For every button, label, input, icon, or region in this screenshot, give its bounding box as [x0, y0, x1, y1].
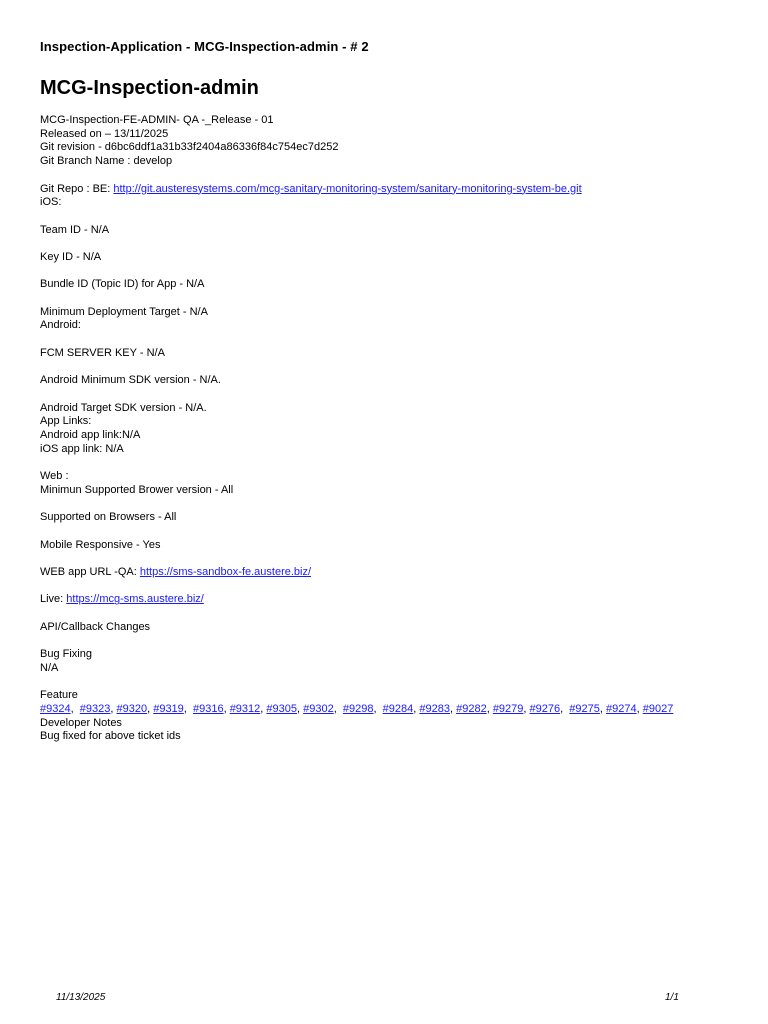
bug-fixing-heading: Bug Fixing	[40, 648, 92, 661]
min-browser-version: Minimun Supported Brower version - All	[40, 483, 234, 496]
ticket-link[interactable]: #9323	[79, 702, 111, 715]
ticket-link[interactable]: #9320	[116, 702, 148, 715]
footer-page-number: 1/1	[665, 992, 679, 1003]
ticket-link[interactable]: #9298	[342, 702, 374, 715]
ticket-link[interactable]: #9316	[192, 702, 224, 715]
android-min-sdk: Android Minimum SDK version - N/A.	[40, 374, 221, 387]
ticket-link[interactable]: #9305	[266, 702, 297, 715]
ticket-link[interactable]: #9319	[153, 702, 184, 715]
released-on: Released on – 13/11/2025	[40, 127, 169, 140]
ticket-link[interactable]: #9275	[569, 702, 600, 715]
ticket-link[interactable]: #9282	[456, 702, 487, 715]
team-id: Team ID - N/A	[40, 223, 110, 236]
web-url-line	[40, 566, 740, 580]
release-notes	[40, 114, 740, 744]
git-repo-label: Git Repo : BE:	[40, 182, 114, 195]
bug-fixing-value: N/A	[40, 661, 59, 674]
android-target-sdk: Android Target SDK version - N/A.	[40, 401, 207, 414]
min-deployment-target: Minimum Deployment Target - N/A	[40, 305, 208, 318]
ticket-link[interactable]: #9283	[419, 702, 450, 715]
app-links-heading: App Links:	[40, 415, 92, 428]
ticket-link[interactable]: #9324	[40, 702, 71, 715]
git-repo-link[interactable]: http://git.austeresystems.com/mcg-sanitary-monitoring-system/sanitary-monitoring-system-be.git	[113, 182, 582, 195]
live-url-line	[40, 593, 740, 607]
api-changes: API/Callback Changes	[40, 620, 151, 633]
ticket-link[interactable]: #9276	[529, 702, 561, 715]
release-name: MCG-Inspection-FE-ADMIN- QA -_Release - 01	[40, 114, 274, 126]
fcm-server-key: FCM SERVER KEY - N/A	[40, 346, 165, 359]
page-header: Inspection-Application - MCG-Inspection-admin - # 2	[40, 39, 369, 54]
ticket-link[interactable]: #9274	[606, 702, 637, 715]
android-heading: Android:	[40, 319, 81, 332]
live-url-link[interactable]: https://mcg-sms.austere.biz/	[66, 593, 204, 606]
supported-browsers: Supported on Browsers - All	[40, 511, 177, 524]
doc-title: MCG-Inspection-admin	[40, 77, 259, 99]
ios-heading: iOS:	[40, 196, 62, 209]
ticket-link[interactable]: #9302	[303, 702, 334, 715]
developer-notes-value: Bug fixed for above ticket ids	[40, 730, 181, 743]
web-heading: Web :	[40, 470, 69, 483]
ticket-link[interactable]: #9284	[382, 702, 414, 715]
bundle-id: Bundle ID (Topic ID) for App - N/A	[40, 278, 205, 291]
git-branch: Git Branch Name : develop	[40, 155, 173, 168]
web-url-link[interactable]: https://sms-sandbox-fe.austere.biz/	[139, 566, 312, 579]
git-revision: Git revision - d6bc6ddf1a31b33f2404a86336f84c754ec7d252	[40, 141, 339, 154]
footer-date: 11/13/2025	[56, 992, 106, 1003]
ticket-link[interactable]: #9312	[229, 702, 261, 715]
ticket-list: #9324, #9323, #9320, #9319, #9316, #9312, #9305, #9302, #9298, #9284, #9283, #9282, #9279, #9276, #9275, #9274, #9027	[40, 702, 674, 715]
git-repo-line	[40, 183, 740, 197]
feature-heading: Feature	[40, 689, 78, 702]
live-url-label: Live:	[40, 593, 67, 606]
web-url-label: WEB app URL -QA:	[40, 566, 140, 579]
developer-notes-heading: Developer Notes	[40, 716, 122, 729]
ticket-link[interactable]: #9027	[642, 702, 674, 715]
key-id: Key ID - N/A	[40, 250, 102, 263]
ios-app-link: iOS app link: N/A	[40, 442, 124, 455]
ticket-link[interactable]: #9279	[492, 702, 524, 715]
android-app-link: Android app link:N/A	[40, 429, 141, 442]
mobile-responsive: Mobile Responsive - Yes	[40, 538, 161, 551]
